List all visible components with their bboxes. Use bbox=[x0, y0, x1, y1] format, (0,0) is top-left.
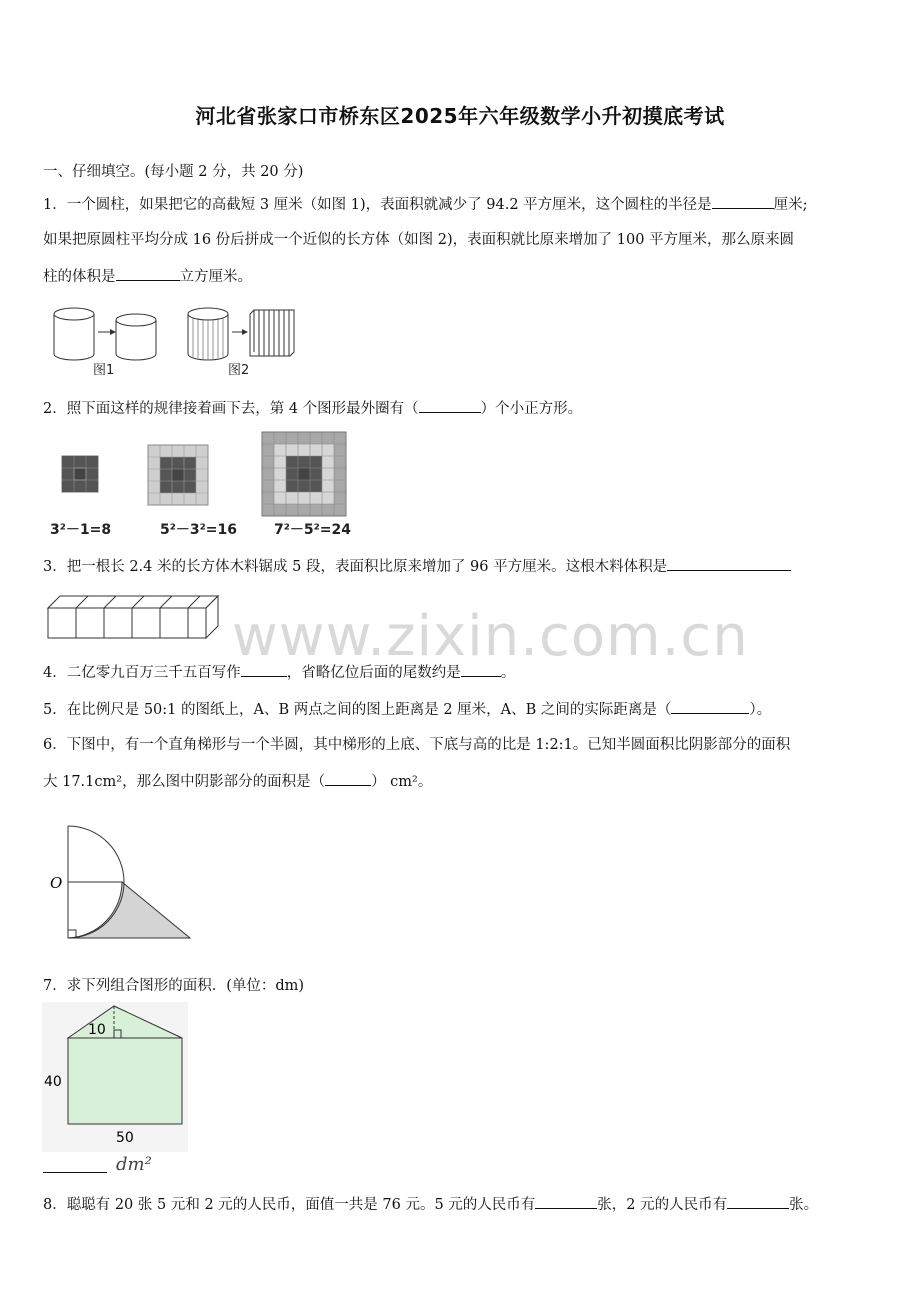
q4-blank-approx[interactable] bbox=[461, 662, 501, 677]
q2-square-patterns bbox=[44, 428, 364, 540]
label-height-10: 10 bbox=[88, 1022, 106, 1038]
q3-line: 3．把一根长 2.4 米的长方体木料锯成 5 段，表面积比原来增加了 96 平方厘米。这根木料体积是 bbox=[43, 556, 791, 577]
shaded-region bbox=[68, 882, 190, 938]
pattern-3-caption: 7²－5²=24 bbox=[274, 522, 351, 538]
q2-line: 2．照下面这样的规律接着画下去，第 4 个图形最外圈有（ ）个小正方形。 bbox=[43, 398, 582, 419]
section-heading: 一、仔细填空。(每小题 2 分，共 20 分) bbox=[43, 164, 304, 180]
q3-blank[interactable] bbox=[667, 556, 791, 571]
q8-line: 8．聪聪有 20 张 5 元和 2 元的人民币，面值一共是 76 元。5 元的人民币有 张，2 元的人民币有 张。 bbox=[43, 1194, 818, 1215]
cylinder-figure-1 bbox=[54, 308, 156, 360]
figure-1-label: 图1 bbox=[93, 363, 115, 378]
q4-line: 4．二亿零九百万三千五百写作 ，省略亿位后面的尾数约是 。 bbox=[43, 662, 515, 683]
pattern-1 bbox=[62, 456, 98, 492]
q1-blank-volume[interactable] bbox=[116, 266, 180, 281]
q5-blank[interactable] bbox=[671, 699, 749, 714]
pattern-2-caption: 5²－3²=16 bbox=[160, 522, 237, 538]
q1-line3: 柱的体积是 立方厘米。 bbox=[43, 266, 252, 287]
q1-line1: 1．一个圆柱，如果把它的高截短 3 厘米（如图 1)，表面积就减少了 94.2 平方厘米，这个圆柱的半径是 厘米; bbox=[43, 194, 808, 215]
q8-blank-five[interactable] bbox=[535, 1194, 597, 1209]
q7-line: 7．求下列组合图形的面积．(单位：dm) bbox=[43, 978, 305, 994]
pattern-3 bbox=[262, 432, 346, 516]
q1-figures bbox=[48, 302, 308, 382]
center-label-o: O bbox=[50, 874, 63, 892]
q7-blank[interactable] bbox=[43, 1158, 107, 1173]
q2-blank[interactable] bbox=[419, 398, 481, 413]
q1-line2: 如果把原圆柱平均分成 16 份后拼成一个近似的长方体（如图 2)，表面积就比原来增加了 100 平方厘米，那么原来圆 bbox=[43, 232, 795, 248]
q7-answer-line bbox=[43, 1158, 107, 1179]
q8-blank-two[interactable] bbox=[727, 1194, 789, 1209]
q7-unit: dm² bbox=[116, 1154, 152, 1175]
page-title: 河北省张家口市桥东区2025年六年级数学小升初摸底考试 bbox=[195, 104, 725, 128]
q5-line: 5．在比例尺是 50:1 的图纸上，A、B 两点之间的图上距离是 2 厘米，A、B 之间的实际距离是（ ）。 bbox=[43, 699, 771, 720]
q3-wood-figure bbox=[46, 592, 224, 642]
q6-line1: 6．下图中，有一个直角梯形与一个半圆，其中梯形的上底、下底与高的比是 1:2:1。已知半圆面积比阴影部分的面积 bbox=[43, 737, 791, 753]
watermark: www.zixin.com.cn bbox=[232, 604, 749, 669]
label-base-50: 50 bbox=[116, 1130, 134, 1146]
q6-semicircle-trapezoid bbox=[46, 820, 196, 946]
q4-blank-write[interactable] bbox=[241, 662, 287, 677]
pattern-2 bbox=[148, 445, 208, 505]
figure-2-label: 图2 bbox=[228, 363, 250, 378]
q6-blank[interactable] bbox=[325, 771, 371, 786]
pattern-1-caption: 3²－1=8 bbox=[50, 522, 112, 538]
q1-blank-radius[interactable] bbox=[712, 194, 774, 209]
q6-line2: 大 17.1cm²，那么图中阴影部分的面积是（ ） cm²。 bbox=[43, 771, 432, 792]
cylinder-figure-2 bbox=[188, 308, 294, 360]
label-side-40: 40 bbox=[44, 1074, 62, 1090]
q7-composite-figure bbox=[42, 1002, 188, 1152]
